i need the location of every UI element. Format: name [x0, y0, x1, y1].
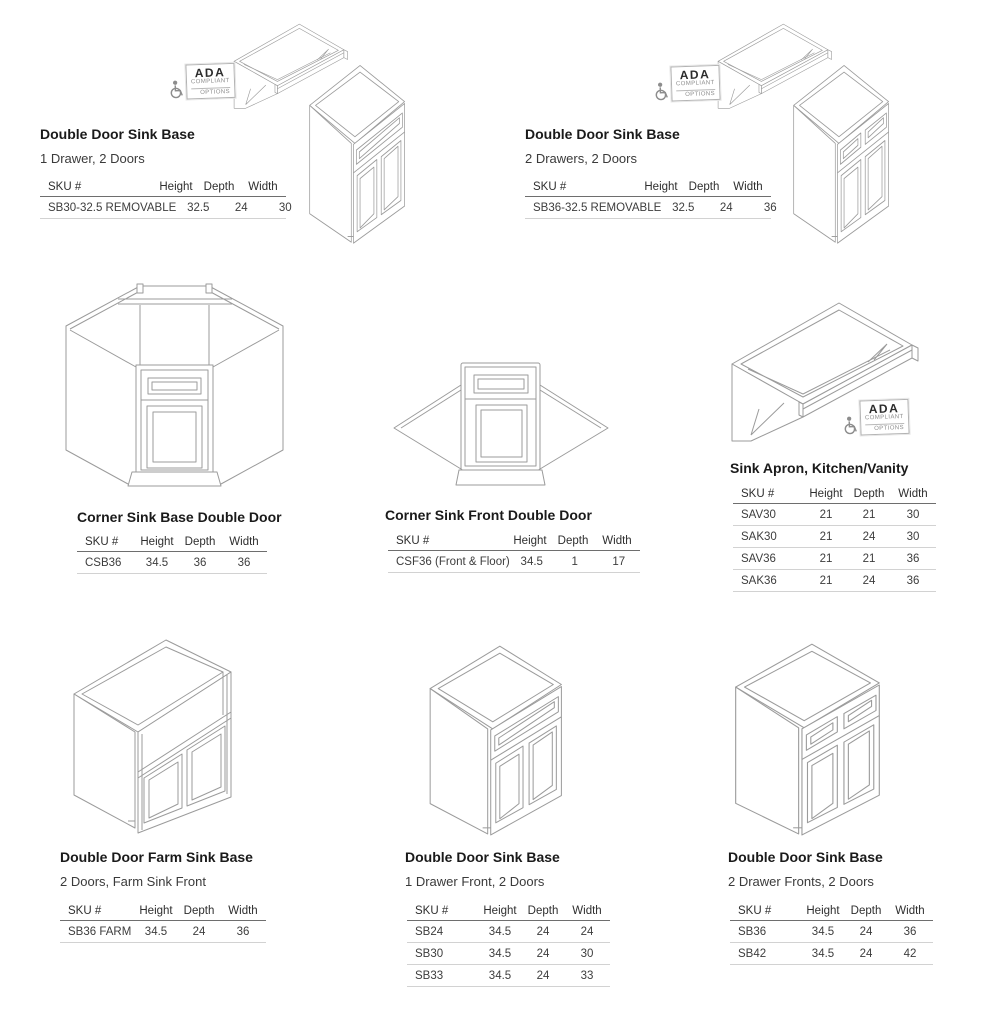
ada-badge-footer: OPTIONS: [191, 87, 230, 98]
spec-header-row: [730, 901, 933, 921]
sku-cell: SB42: [738, 947, 767, 960]
wheelchair-icon: [842, 415, 859, 437]
height-cell: 34.5: [520, 555, 543, 568]
height-header: Height: [809, 487, 843, 500]
sku-cell: SB30: [415, 947, 444, 960]
ada-badge-footer: OPTIONS: [676, 89, 715, 100]
spec-header-row: [77, 532, 267, 552]
product-subtitle: 2 Drawer Fronts, 2 Doors: [728, 874, 874, 889]
depth-header: Depth: [203, 180, 235, 193]
width-cell: 30: [906, 508, 920, 521]
spec-row: [407, 943, 610, 965]
spec-header-row: [388, 531, 640, 551]
width-cell: 36: [903, 925, 917, 938]
width-cell: 36: [237, 556, 251, 569]
product-subtitle: 2 Drawers, 2 Doors: [525, 151, 637, 166]
cabinet-drawing-corner-sink-base: [52, 278, 334, 498]
width-cell: 33: [580, 969, 594, 982]
sku-cell: SB36-32.5 REMOVABLE: [533, 201, 662, 214]
height-cell: 34.5: [811, 925, 835, 938]
spec-row: [60, 921, 266, 943]
width-header: Width: [229, 535, 259, 548]
spec-table: [388, 531, 640, 573]
spec-table: [77, 532, 267, 574]
spec-row: [730, 943, 933, 965]
ada-badge-title: ADA: [194, 65, 226, 81]
sku-cell: CSF36 (Front & Floor): [396, 555, 510, 568]
height-cell: 21: [819, 508, 833, 521]
cabinet-drawing-sink-apron: [721, 292, 961, 457]
product-title: Double Door Sink Base: [405, 849, 560, 865]
depth-header: Depth: [527, 904, 559, 917]
spec-table: [407, 901, 610, 987]
sku-cell: SAK36: [741, 574, 777, 587]
width-cell: 36: [763, 201, 777, 214]
depth-cell: 36: [193, 556, 207, 569]
sku-header: SKU #: [738, 904, 772, 917]
spec-table: [40, 177, 292, 219]
height-cell: 21: [819, 530, 833, 543]
sku-header: SKU #: [415, 904, 449, 917]
spec-header-row: [733, 484, 936, 504]
depth-header: Depth: [184, 535, 216, 548]
depth-cell: 24: [862, 574, 876, 587]
width-cell: 30: [580, 947, 594, 960]
spec-row: [388, 551, 640, 573]
spec-table: [730, 901, 933, 965]
sku-header: SKU #: [85, 535, 119, 548]
spec-row: [40, 197, 292, 219]
width-cell: 30: [278, 201, 292, 214]
depth-header: Depth: [853, 487, 885, 500]
height-cell: 21: [819, 552, 833, 565]
height-cell: 32.5: [187, 201, 210, 214]
sku-header: SKU #: [68, 904, 102, 917]
height-header: Height: [513, 534, 547, 547]
depth-cell: 1: [571, 555, 578, 568]
product-title: Double Door Farm Sink Base: [60, 849, 253, 865]
depth-header: Depth: [688, 180, 720, 193]
width-header: Width: [733, 180, 763, 193]
sku-cell: SB30-32.5 REMOVABLE: [48, 201, 177, 214]
depth-header: Depth: [557, 534, 589, 547]
width-header: Width: [895, 904, 925, 917]
spec-row: [733, 504, 936, 526]
sku-header: SKU #: [533, 180, 567, 193]
sku-cell: SB36: [738, 925, 767, 938]
sku-cell: SAK30: [741, 530, 777, 543]
spec-row: [733, 548, 936, 570]
sku-header: SKU #: [48, 180, 82, 193]
product-subtitle: 1 Drawer Front, 2 Doors: [405, 874, 545, 889]
sku-cell: SB33: [415, 969, 444, 982]
cabinet-drawing-sink-base-2-drawers: [718, 634, 950, 838]
product-title: Double Door Sink Base: [525, 126, 680, 142]
depth-cell: 21: [862, 508, 876, 521]
product-title: Sink Apron, Kitchen/Vanity: [730, 460, 909, 476]
width-cell: 36: [236, 925, 250, 938]
width-header: Width: [572, 904, 602, 917]
product-subtitle: 1 Drawer, 2 Doors: [40, 151, 145, 166]
width-cell: 17: [612, 555, 626, 568]
spec-row: [77, 552, 267, 574]
spec-table: [60, 901, 266, 943]
ada-badge-subtitle: COMPLIANT: [864, 414, 904, 422]
height-cell: 21: [819, 574, 833, 587]
wheelchair-icon: [168, 79, 185, 101]
cabinet-drawing-sink-base-1-drawer: [414, 636, 626, 838]
sku-cell: SB24: [415, 925, 444, 938]
ada-badge-subtitle: COMPLIANT: [190, 78, 230, 86]
spec-header-row: [407, 901, 610, 921]
height-cell: 34.5: [488, 947, 512, 960]
height-cell: 34.5: [145, 556, 169, 569]
depth-cell: 21: [862, 552, 876, 565]
width-header: Width: [602, 534, 632, 547]
depth-cell: 24: [192, 925, 206, 938]
depth-header: Depth: [183, 904, 215, 917]
depth-cell: 24: [859, 947, 873, 960]
spec-table: [733, 484, 936, 592]
width-cell: 24: [580, 925, 594, 938]
height-cell: 34.5: [488, 969, 512, 982]
spec-row: [733, 570, 936, 592]
width-cell: 36: [906, 552, 920, 565]
spec-row: [730, 921, 933, 943]
height-header: Height: [806, 904, 840, 917]
product-title: Corner Sink Front Double Door: [385, 507, 592, 523]
sku-cell: SB36 FARM: [68, 925, 132, 938]
height-cell: 32.5: [672, 201, 695, 214]
height-header: Height: [139, 904, 173, 917]
spec-row: [733, 526, 936, 548]
product-title: Corner Sink Base Double Door: [77, 509, 282, 525]
depth-cell: 24: [234, 201, 248, 214]
height-cell: 34.5: [144, 925, 168, 938]
cabinet-drawing-sink-base-removable-36: [710, 12, 982, 262]
height-cell: 34.5: [488, 925, 512, 938]
sku-cell: SAV36: [741, 552, 776, 565]
depth-cell: 24: [862, 530, 876, 543]
spec-header-row: [40, 177, 286, 197]
height-header: Height: [159, 180, 193, 193]
sku-cell: SAV30: [741, 508, 776, 521]
sku-cell: CSB36: [85, 556, 122, 569]
spec-header-row: [525, 177, 771, 197]
height-header: Height: [140, 535, 174, 548]
depth-cell: 24: [536, 925, 550, 938]
product-subtitle: 2 Doors, Farm Sink Front: [60, 874, 206, 889]
width-header: Width: [248, 180, 278, 193]
depth-cell: 24: [859, 925, 873, 938]
width-cell: 42: [903, 947, 917, 960]
ada-badge-subtitle: COMPLIANT: [675, 80, 715, 88]
spec-row: [525, 197, 777, 219]
cabinet-drawing-farm-sink-base: [56, 636, 286, 836]
spec-header-row: [60, 901, 266, 921]
wheelchair-icon: [653, 81, 670, 103]
product-title: Double Door Sink Base: [40, 126, 195, 142]
cabinet-drawing-sink-base-removable-30: [226, 12, 500, 262]
height-header: Height: [644, 180, 678, 193]
sku-header: SKU #: [741, 487, 775, 500]
sku-header: SKU #: [396, 534, 430, 547]
ada-badge: [652, 65, 720, 103]
width-header: Width: [898, 487, 928, 500]
width-header: Width: [228, 904, 258, 917]
product-title: Double Door Sink Base: [728, 849, 883, 865]
spec-table: [525, 177, 777, 219]
depth-cell: 24: [536, 947, 550, 960]
ada-badge-footer: OPTIONS: [865, 423, 904, 434]
width-cell: 36: [906, 574, 920, 587]
height-cell: 34.5: [811, 947, 835, 960]
depth-cell: 24: [719, 201, 733, 214]
ada-badge: [167, 63, 235, 101]
ada-badge: [841, 399, 909, 437]
depth-cell: 24: [536, 969, 550, 982]
depth-header: Depth: [850, 904, 882, 917]
ada-badge-title: ADA: [868, 401, 900, 417]
height-header: Height: [483, 904, 517, 917]
width-cell: 30: [906, 530, 920, 543]
ada-badge-title: ADA: [679, 67, 711, 83]
spec-row: [407, 921, 610, 943]
cabinet-drawing-corner-sink-front: [382, 340, 644, 492]
spec-row: [407, 965, 610, 987]
